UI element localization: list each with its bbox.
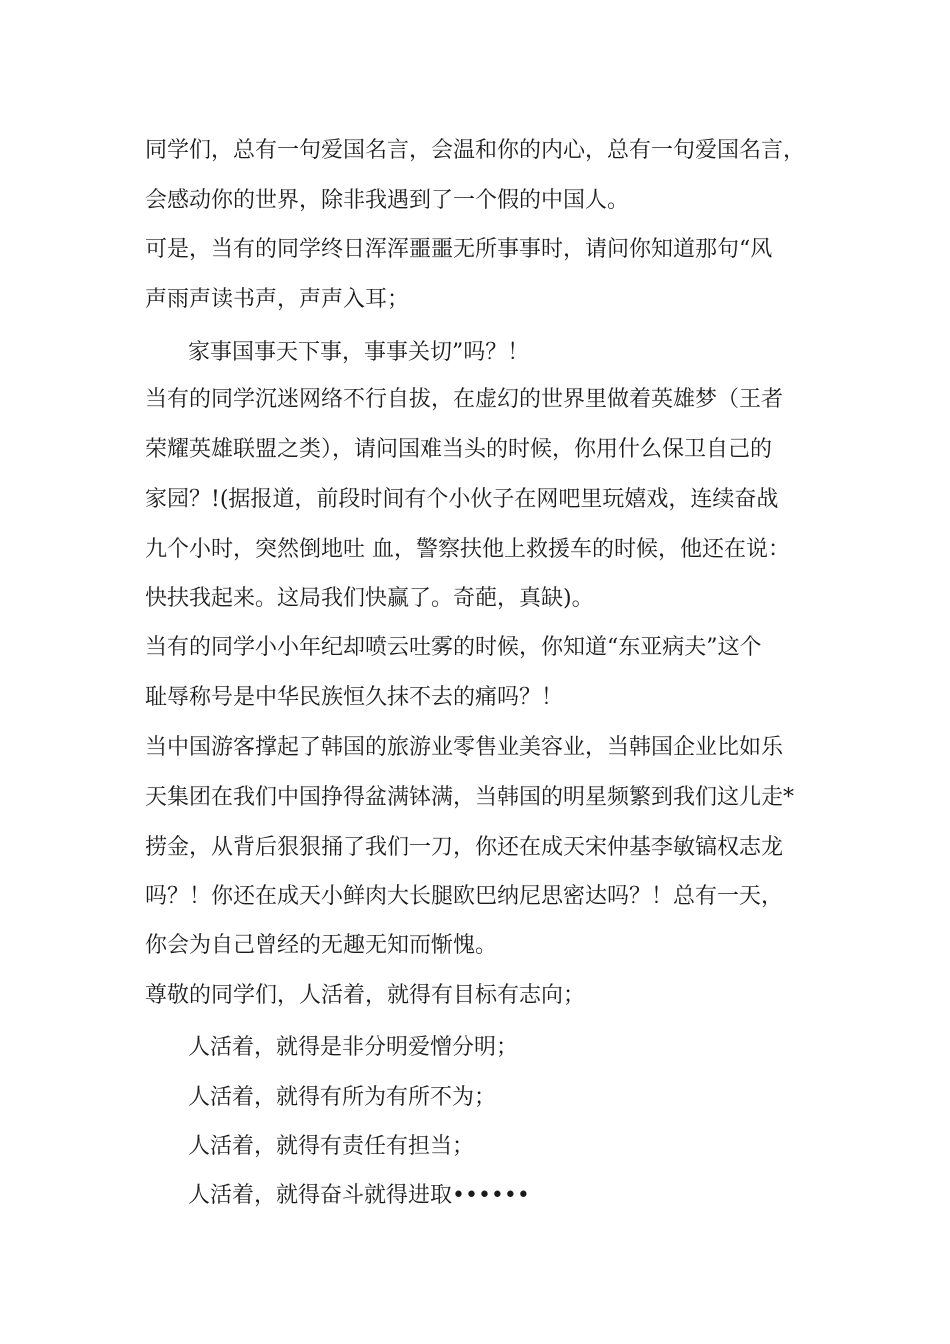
paragraph-line-4: 声雨声读书声，声声入耳； [145,287,410,312]
paragraph-line-22: 人活着，就得奋斗就得进取•••••• [188,1183,530,1208]
paragraph-line-10: 快扶我起来。这局我们快赢了。奇葩，真缺)。 [145,586,594,611]
paragraph-line-13: 当中国游客撑起了韩国的旅游业零售业美容业，当韩国企业比如乐 [145,735,784,760]
paragraph-line-15: 捞金，从背后狠狠捅了我们一刀，你还在成天宋仲基李敏镐权志龙 [145,835,784,860]
paragraph-line-2: 会感动你的世界，除非我遇到了一个假的中国人。 [145,188,630,213]
paragraph-line-12: 耻辱称号是中华民族恒久抹不去的痛吗？！ [145,685,564,710]
paragraph-line-3: 可是，当有的同学终日浑浑噩噩无所事事时，请问你知道那句“风 [145,237,773,262]
paragraph-line-1: 同学们，总有一句爱国名言，会温和你的内心，总有一句爱国名言， [145,138,806,163]
paragraph-line-5: 家事国事天下事，事事关切”吗？！ [188,340,530,365]
paragraph-line-6: 当有的同学沉迷网络不行自拔，在虚幻的世界里做着英雄梦（王者 [145,387,784,412]
paragraph-line-17: 你会为自己曾经的无趣无知而惭愧。 [145,933,498,958]
paragraph-line-8: 家园？!(据报道，前段时间有个小伙子在网吧里玩嬉戏，连续奋战 [145,487,779,512]
paragraph-line-14: 天集团在我们中国挣得盆满钵满，当韩国的明星频繁到我们这儿走* [145,785,795,810]
paragraph-line-20: 人活着，就得有所为有所不为； [188,1085,497,1110]
paragraph-line-11: 当有的同学小小年纪却喷云吐雾的时候，你知道“东亚病夫”这个 [145,635,762,660]
paragraph-line-9: 九个小时，突然倒地吐 血，警察扶他上救援车的时候，他还在说： [145,537,790,562]
paragraph-line-18: 尊敬的同学们，人活着，就得有目标有志向； [145,983,586,1008]
paragraph-line-19: 人活着，就得是非分明爱憎分明； [188,1035,519,1060]
paragraph-line-21: 人活着，就得有责任有担当； [188,1134,475,1159]
paragraph-line-16: 吗？！你还在成天小鲜肉大长腿欧巴纳尼思密达吗？！总有一天， [145,884,784,909]
paragraph-line-7: 荣耀英雄联盟之类），请问国难当头的时候，你用什么保卫自己的 [145,437,773,462]
